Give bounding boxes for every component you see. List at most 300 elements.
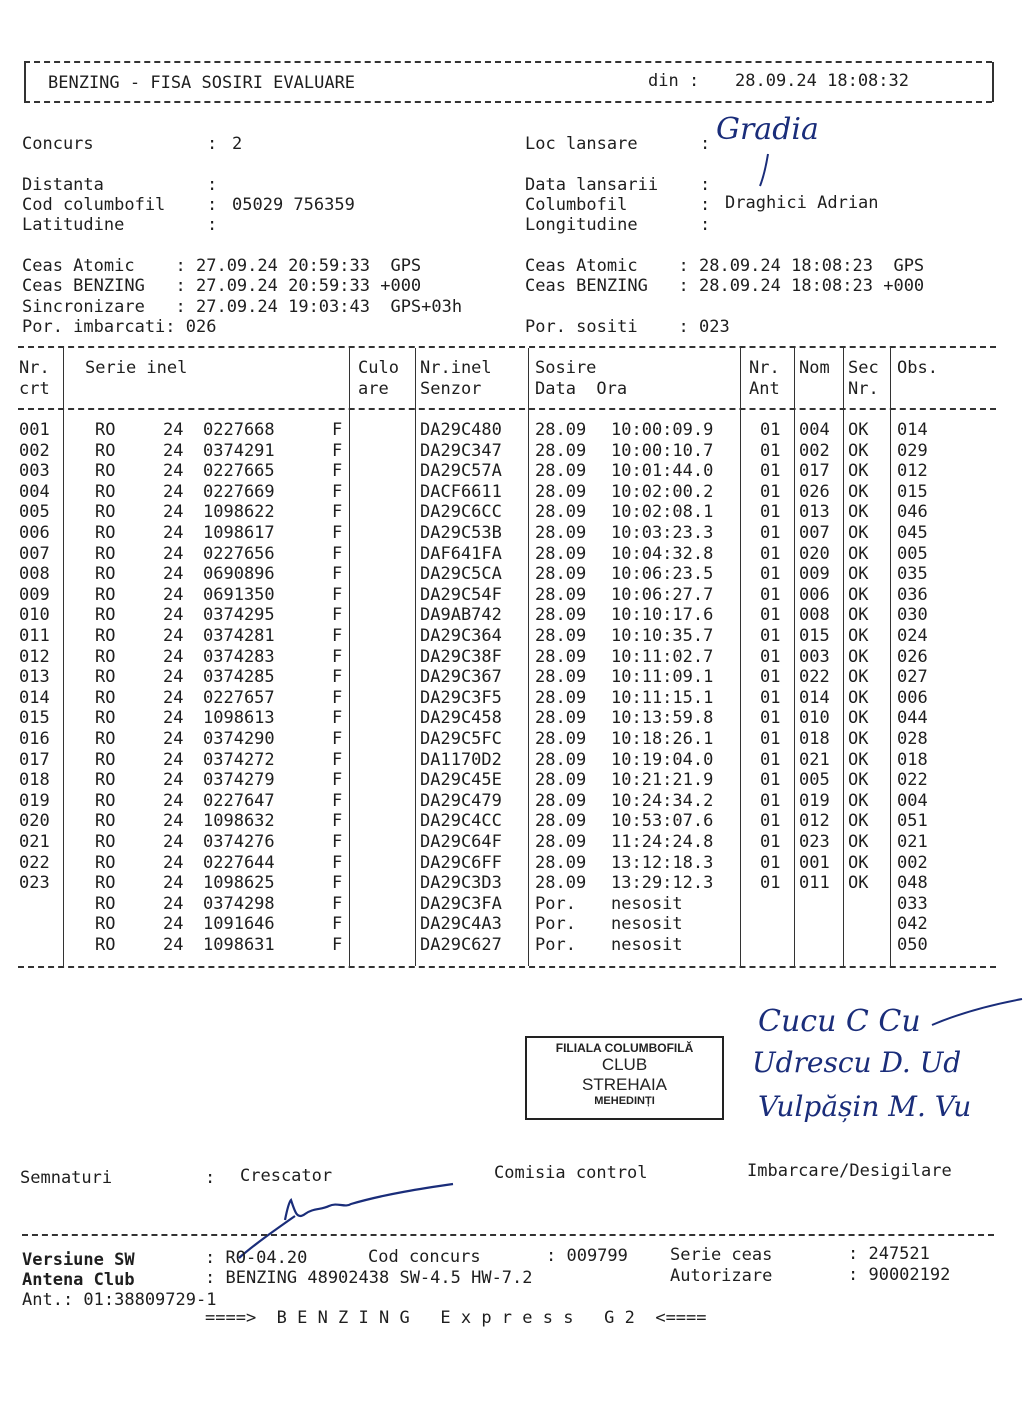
row-ring: 0227644	[203, 852, 275, 873]
row-country: RO	[95, 502, 116, 523]
row-sec: OK	[848, 440, 869, 461]
row-sensor: DA29C64F	[420, 832, 502, 852]
row-sex: F	[332, 440, 343, 461]
table-row	[0, 544, 1024, 565]
row-sex: F	[332, 646, 343, 667]
row-date: 28.09	[535, 420, 587, 440]
imbarcare-label: Imbarcare/Desigilare	[747, 1161, 952, 1181]
row-date: 28.09	[535, 790, 587, 811]
row-date: 28.09	[535, 461, 587, 482]
clock-right-1: Ceas Atomic : 28.09.24 18:08:23 GPS	[525, 256, 925, 276]
info-data-sep: :	[700, 175, 711, 195]
row-date: 28.09	[535, 852, 587, 873]
row-date: 28.09	[535, 811, 587, 832]
row-time: 10:02:00.2	[611, 481, 714, 502]
th-sec-2: Nr.	[848, 379, 879, 399]
row-time: nesosit	[611, 914, 683, 935]
row-nom: 014	[799, 687, 830, 708]
info-distanta-sep: :	[207, 175, 218, 195]
row-sex: F	[332, 543, 343, 564]
table-row	[0, 729, 1024, 750]
row-sec: OK	[848, 461, 869, 482]
row-ring: 0691350	[203, 584, 275, 605]
row-country: RO	[95, 481, 116, 502]
row-date: 28.09	[535, 667, 587, 688]
row-year: 24	[163, 667, 184, 688]
row-nom: 011	[799, 873, 830, 894]
table-row	[0, 461, 1024, 482]
footer-autorizare-label: Autorizare	[670, 1266, 773, 1286]
row-sec: OK	[848, 605, 869, 626]
row-ant: 01	[760, 687, 781, 708]
row-sensor: DA29C627	[420, 935, 502, 955]
info-longitudine-label: Longitudine	[525, 215, 638, 235]
row-ring: 0374290	[203, 729, 275, 749]
table-row	[0, 482, 1024, 503]
table-row	[0, 667, 1024, 688]
row-ant: 01	[760, 543, 781, 564]
row-ring: 0374279	[203, 770, 275, 791]
footer-top-border	[22, 1234, 994, 1236]
row-nom: 020	[799, 543, 830, 564]
row-time: 10:21:21.9	[611, 770, 714, 791]
row-date: 28.09	[535, 481, 587, 502]
row-date: Por.	[535, 893, 576, 914]
row-date: 28.09	[535, 729, 587, 749]
row-ring: 0227657	[203, 687, 275, 708]
row-sensor: DA29C57A	[420, 461, 502, 482]
row-nom: 003	[799, 646, 830, 667]
table-row	[0, 647, 1024, 668]
row-year: 24	[163, 605, 184, 626]
row-obs: 036	[897, 584, 928, 605]
row-nr: 018	[19, 770, 50, 791]
row-nom: 019	[799, 790, 830, 811]
row-sex: F	[332, 564, 343, 585]
table-row	[0, 502, 1024, 523]
row-obs: 050	[897, 935, 928, 955]
row-country: RO	[95, 523, 116, 543]
row-sec: OK	[848, 729, 869, 749]
stamp-line-4: MEHEDINȚI	[594, 1095, 655, 1107]
row-nr: 004	[19, 481, 50, 502]
row-date: 28.09	[535, 626, 587, 646]
row-sensor: DA29C5FC	[420, 729, 502, 749]
clock-left-2: Ceas BENZING : 27.09.24 20:59:33 +000	[22, 276, 422, 296]
table-row	[0, 708, 1024, 729]
row-ant: 01	[760, 420, 781, 440]
row-nom: 026	[799, 481, 830, 502]
row-nr: 009	[19, 584, 50, 605]
row-ring: 1098622	[203, 502, 275, 523]
table-row	[0, 894, 1024, 915]
th-sosire-1: Sosire	[535, 358, 597, 378]
info-cod-sep: :	[207, 195, 218, 215]
club-stamp	[525, 1036, 724, 1120]
row-nr: 003	[19, 461, 50, 482]
row-country: RO	[95, 440, 116, 461]
row-ant: 01	[760, 584, 781, 605]
row-sensor: DA29C4A3	[420, 914, 502, 935]
row-year: 24	[163, 626, 184, 646]
row-sec: OK	[848, 852, 869, 873]
row-year: 24	[163, 481, 184, 502]
table-top-border	[18, 346, 996, 348]
row-obs: 018	[897, 749, 928, 770]
row-sec: OK	[848, 502, 869, 523]
signature-stroke-1	[930, 995, 1024, 1035]
info-latitudine-label: Latitudine	[22, 215, 125, 235]
row-sec: OK	[848, 770, 869, 791]
row-year: 24	[163, 502, 184, 523]
info-distanta-label: Distanta	[22, 175, 104, 195]
report-title: BENZING - FISA SOSIRI EVALUARE	[48, 73, 356, 93]
row-year: 24	[163, 935, 184, 955]
row-country: RO	[95, 729, 116, 749]
row-ring: 0374276	[203, 832, 275, 852]
stamp-line-1: FILIALA COLUMBOFILĂ	[555, 1041, 694, 1055]
row-nom: 023	[799, 832, 830, 852]
row-sensor: DA29C54F	[420, 584, 502, 605]
footer-benzing-express: ====> B E N Z I N G E x p r e s s G 2 <====	[205, 1308, 707, 1328]
row-country: RO	[95, 461, 116, 482]
th-sosire-2: Data Ora	[535, 379, 628, 399]
info-columbofil-label: Columbofil	[525, 195, 628, 215]
row-country: RO	[95, 770, 116, 791]
th-nr-2: crt	[19, 379, 50, 399]
table-row	[0, 420, 1024, 441]
row-obs: 002	[897, 852, 928, 873]
row-sex: F	[332, 626, 343, 646]
row-ring: 0227665	[203, 461, 275, 482]
row-sec: OK	[848, 687, 869, 708]
th-culo-2: are	[358, 379, 389, 399]
row-date: 28.09	[535, 502, 587, 523]
info-loc-sep: :	[700, 134, 711, 154]
row-nr: 012	[19, 646, 50, 667]
row-country: RO	[95, 667, 116, 688]
row-obs: 022	[897, 770, 928, 791]
row-sensor: DAF641FA	[420, 543, 502, 564]
row-ant: 01	[760, 729, 781, 749]
row-country: RO	[95, 626, 116, 646]
row-sensor: DA1170D2	[420, 749, 502, 770]
row-time: 10:00:10.7	[611, 440, 714, 461]
row-date: 28.09	[535, 584, 587, 605]
info-cod-label: Cod columbofil	[22, 195, 166, 215]
row-sensor: DA29C364	[420, 626, 502, 646]
row-sensor: DA29C480	[420, 420, 502, 440]
row-date: Por.	[535, 914, 576, 935]
table-row	[0, 585, 1024, 606]
row-obs: 030	[897, 605, 928, 626]
row-ring: 0227669	[203, 481, 275, 502]
row-ring: 1098631	[203, 935, 275, 955]
row-year: 24	[163, 770, 184, 791]
stamp-line-2: CLUB	[601, 1055, 648, 1074]
th-senzor-2: Senzor	[420, 379, 482, 399]
row-sex: F	[332, 461, 343, 482]
row-sex: F	[332, 832, 343, 852]
row-obs: 021	[897, 832, 928, 852]
info-concurs-value: 2	[232, 134, 243, 154]
row-date: 28.09	[535, 440, 587, 461]
row-obs: 026	[897, 646, 928, 667]
row-year: 24	[163, 708, 184, 729]
row-nr: 019	[19, 790, 50, 811]
row-sex: F	[332, 523, 343, 543]
row-ring: 0227668	[203, 420, 275, 440]
row-nom: 008	[799, 605, 830, 626]
row-sex: F	[332, 584, 343, 605]
row-nr: 020	[19, 811, 50, 832]
clock-left-1: Ceas Atomic : 27.09.24 20:59:33 GPS	[22, 256, 422, 276]
table-row	[0, 811, 1024, 832]
row-sex: F	[332, 481, 343, 502]
row-date: 28.09	[535, 770, 587, 791]
footer-versiune-label: Versiune SW	[22, 1250, 135, 1270]
th-obs-1: Obs.	[897, 358, 938, 378]
row-time: 10:02:08.1	[611, 502, 714, 523]
table-row	[0, 441, 1024, 462]
row-year: 24	[163, 584, 184, 605]
row-sec: OK	[848, 420, 869, 440]
table-row	[0, 853, 1024, 874]
row-country: RO	[95, 811, 116, 832]
row-time: 10:04:32.8	[611, 543, 714, 564]
row-sex: F	[332, 893, 343, 914]
row-country: RO	[95, 832, 116, 852]
table-row	[0, 914, 1024, 935]
row-ring: 1098632	[203, 811, 275, 832]
row-time: 10:06:23.5	[611, 564, 714, 585]
row-time: 10:24:34.2	[611, 790, 714, 811]
th-ant-1: Nr.	[749, 358, 780, 378]
row-ring: 1098625	[203, 873, 275, 894]
footer-serie-value: : 247521	[848, 1244, 930, 1264]
report-date-label: din :	[648, 71, 700, 91]
row-ring: 1091646	[203, 914, 275, 935]
row-year: 24	[163, 873, 184, 894]
crescator-label: Crescator	[240, 1166, 333, 1186]
row-sensor: DA29C347	[420, 440, 502, 461]
th-senzor-1: Nr.inel	[420, 358, 492, 378]
row-country: RO	[95, 873, 116, 894]
row-ring: 0227647	[203, 790, 275, 811]
row-nom: 007	[799, 523, 830, 543]
info-latitudine-sep: :	[207, 215, 218, 235]
row-year: 24	[163, 790, 184, 811]
row-time: nesosit	[611, 893, 683, 914]
row-sensor: DA29C3D3	[420, 873, 502, 894]
row-ant: 01	[760, 790, 781, 811]
row-year: 24	[163, 543, 184, 564]
table-row	[0, 935, 1024, 956]
row-year: 24	[163, 893, 184, 914]
row-country: RO	[95, 646, 116, 667]
row-sex: F	[332, 790, 343, 811]
handwritten-name-3: Vulpășin M. Vu	[758, 1090, 972, 1123]
row-ant: 01	[760, 646, 781, 667]
row-nom: 012	[799, 811, 830, 832]
row-date: 28.09	[535, 687, 587, 708]
info-loc-label: Loc lansare	[525, 134, 638, 154]
row-nr: 005	[19, 502, 50, 523]
row-ring: 0690896	[203, 564, 275, 585]
th-serie: Serie inel	[85, 358, 188, 378]
row-nr: 022	[19, 852, 50, 873]
row-obs: 048	[897, 873, 928, 894]
row-sex: F	[332, 852, 343, 873]
row-ring: 0374281	[203, 626, 275, 646]
row-ant: 01	[760, 605, 781, 626]
row-sex: F	[332, 729, 343, 749]
table-row	[0, 750, 1024, 771]
table-bottom-border	[18, 966, 996, 968]
row-ring: 0374295	[203, 605, 275, 626]
row-ant: 01	[760, 564, 781, 585]
row-country: RO	[95, 564, 116, 585]
row-sex: F	[332, 749, 343, 770]
row-time: 10:19:04.0	[611, 749, 714, 770]
row-year: 24	[163, 420, 184, 440]
row-date: 28.09	[535, 708, 587, 729]
row-sensor: DA29C3F5	[420, 687, 502, 708]
row-sec: OK	[848, 749, 869, 770]
th-sec-1: Sec	[848, 358, 879, 378]
row-nom: 001	[799, 852, 830, 873]
row-time: 10:11:02.7	[611, 646, 714, 667]
row-obs: 015	[897, 481, 928, 502]
row-sensor: DA29C45E	[420, 770, 502, 791]
row-nr: 006	[19, 523, 50, 543]
row-time: 11:24:24.8	[611, 832, 714, 852]
info-columbofil-sep: :	[700, 195, 711, 215]
row-sec: OK	[848, 564, 869, 585]
info-longitudine-sep: :	[700, 215, 711, 235]
row-obs: 027	[897, 667, 928, 688]
row-ant: 01	[760, 873, 781, 894]
row-nr: 014	[19, 687, 50, 708]
row-time: 10:03:23.3	[611, 523, 714, 543]
row-nom: 010	[799, 708, 830, 729]
info-concurs-label: Concurs	[22, 134, 94, 154]
row-sex: F	[332, 420, 343, 440]
row-ring: 0227656	[203, 543, 275, 564]
row-sec: OK	[848, 481, 869, 502]
row-year: 24	[163, 729, 184, 749]
row-sex: F	[332, 667, 343, 688]
row-ant: 01	[760, 852, 781, 873]
row-date: 28.09	[535, 832, 587, 852]
row-year: 24	[163, 852, 184, 873]
th-nr-1: Nr.	[19, 358, 50, 378]
row-ant: 01	[760, 440, 781, 461]
footer-serie-label: Serie ceas	[670, 1245, 773, 1265]
row-sex: F	[332, 914, 343, 935]
row-nom: 022	[799, 667, 830, 688]
row-obs: 046	[897, 502, 928, 523]
row-ant: 01	[760, 770, 781, 791]
row-nr: 008	[19, 564, 50, 585]
row-nom: 013	[799, 502, 830, 523]
row-nr: 002	[19, 440, 50, 461]
clock-right-4: Por. sositi : 023	[525, 317, 730, 337]
row-nr: 017	[19, 749, 50, 770]
table-row	[0, 873, 1024, 894]
row-nr: 007	[19, 543, 50, 564]
row-time: 10:01:44.0	[611, 461, 714, 482]
row-nr: 010	[19, 605, 50, 626]
footer-ant: Ant.: 01:38809729-1	[22, 1290, 217, 1310]
footer-antena-value: : BENZING 48902438 SW-4.5 HW-7.2	[205, 1268, 533, 1288]
row-time: 10:00:09.9	[611, 420, 714, 440]
row-ant: 01	[760, 832, 781, 852]
table-row	[0, 605, 1024, 626]
row-date: Por.	[535, 935, 576, 955]
row-sec: OK	[848, 790, 869, 811]
row-time: 13:12:18.3	[611, 852, 714, 873]
row-obs: 044	[897, 708, 928, 729]
handwritten-name-1: Cucu C Cu	[758, 1004, 921, 1039]
row-ant: 01	[760, 811, 781, 832]
row-ant: 01	[760, 461, 781, 482]
row-country: RO	[95, 605, 116, 626]
info-columbofil-value: Draghici Adrian	[725, 193, 879, 213]
row-time: 10:10:17.6	[611, 605, 714, 626]
row-time: 10:53:07.6	[611, 811, 714, 832]
row-ant: 01	[760, 626, 781, 646]
row-ring: 1098613	[203, 708, 275, 729]
row-nom: 002	[799, 440, 830, 461]
row-nr: 023	[19, 873, 50, 894]
row-country: RO	[95, 935, 116, 955]
comisia-label: Comisia control	[494, 1163, 648, 1183]
row-time: 13:29:12.3	[611, 873, 714, 894]
row-country: RO	[95, 790, 116, 811]
row-sensor: DA29C3FA	[420, 893, 502, 914]
row-nom: 005	[799, 770, 830, 791]
row-obs: 035	[897, 564, 928, 585]
row-obs: 029	[897, 440, 928, 461]
row-ring: 0374291	[203, 440, 275, 461]
row-date: 28.09	[535, 749, 587, 770]
row-sensor: DA29C367	[420, 667, 502, 688]
row-sensor: DA29C53B	[420, 523, 502, 543]
row-sex: F	[332, 502, 343, 523]
row-nom: 021	[799, 749, 830, 770]
row-year: 24	[163, 749, 184, 770]
row-country: RO	[95, 708, 116, 729]
row-sex: F	[332, 708, 343, 729]
row-time: 10:13:59.8	[611, 708, 714, 729]
header-bottom-border	[24, 101, 992, 103]
table-row	[0, 626, 1024, 647]
row-sec: OK	[848, 873, 869, 894]
table-header-border	[18, 408, 996, 410]
row-ant: 01	[760, 749, 781, 770]
row-date: 28.09	[535, 646, 587, 667]
row-date: 28.09	[535, 543, 587, 564]
row-sex: F	[332, 873, 343, 894]
footer-autorizare-value: : 90002192	[848, 1265, 951, 1285]
handwritten-name-2: Udrescu D. Ud	[752, 1046, 962, 1079]
report-date-value: 28.09.24 18:08:32	[735, 71, 909, 91]
row-country: RO	[95, 420, 116, 440]
row-sec: OK	[848, 646, 869, 667]
row-ant: 01	[760, 502, 781, 523]
th-culo-1: Culo	[358, 358, 399, 378]
